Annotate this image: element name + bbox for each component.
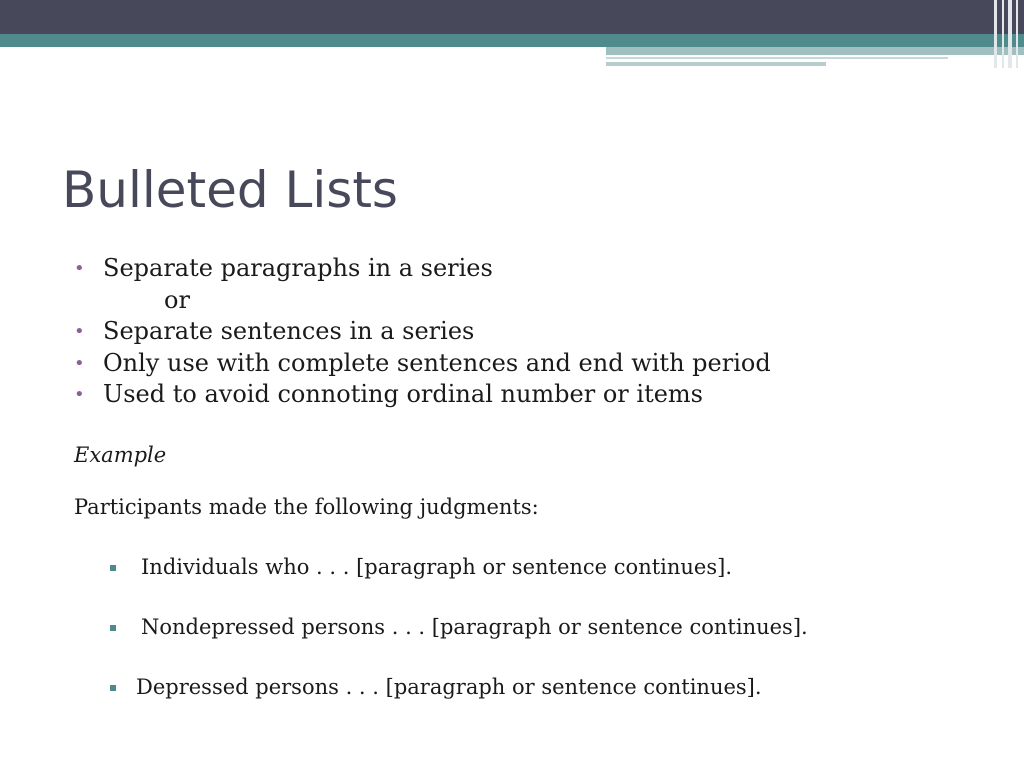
bullet-dot-icon: •: [74, 258, 85, 279]
bullet-text: Only use with complete sentences and end with period: [103, 348, 771, 377]
sub-bullet-text: Depressed persons . . . [paragraph or sentence continues].: [136, 675, 762, 699]
header-accent-line-short: [606, 62, 826, 66]
square-bullet-icon: [110, 685, 116, 691]
bullet-dot-icon: •: [74, 352, 85, 374]
example-intro: Participants made the following judgments:: [74, 495, 539, 519]
bullet-or-text: or: [164, 285, 190, 314]
bullet-item: [74, 379, 974, 411]
header-accent-line: [606, 57, 948, 59]
bullet-item: [74, 348, 974, 380]
bullet-list: [74, 253, 974, 411]
bullet-item: [74, 253, 974, 285]
bullet-item: [74, 316, 974, 348]
bullet-text: Used to avoid connoting ordinal number or items: [103, 380, 703, 408]
slide-title: Bulleted Lists: [62, 161, 398, 219]
bullet-dot-icon: •: [74, 384, 85, 405]
square-bullet-icon: [110, 625, 116, 631]
bullet-text: Separate paragraphs in a series: [103, 254, 493, 282]
bullet-text: Separate sentences in a series: [103, 317, 475, 345]
header-light-band: [606, 47, 1024, 55]
header-bar: [0, 0, 1024, 34]
bullet-dot-icon: •: [74, 321, 85, 342]
sub-bullet-text: Nondepressed persons . . . [paragraph or sentence continues].: [141, 615, 808, 639]
header-teal-band: [0, 34, 1024, 47]
example-label: Example: [74, 443, 167, 467]
header-vertical-lines: [990, 0, 1024, 68]
sub-bullet-text: Individuals who . . . [paragraph or sentence continues].: [141, 555, 732, 579]
square-bullet-icon: [110, 565, 116, 571]
